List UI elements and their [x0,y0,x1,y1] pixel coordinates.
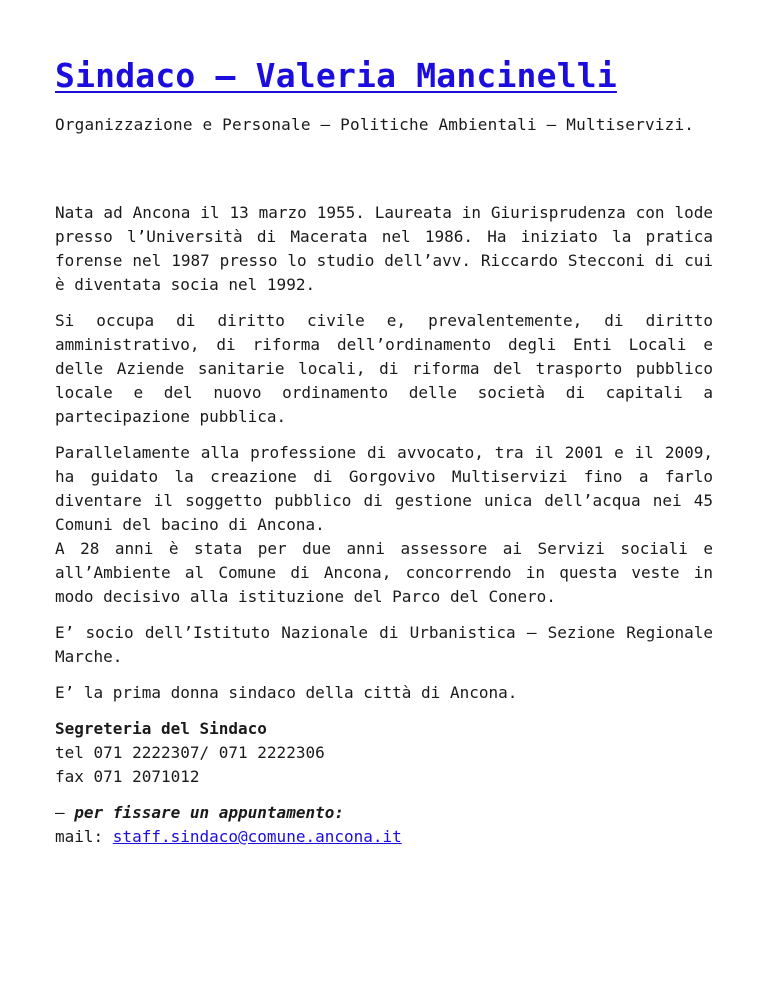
bio-paragraph-5: E’ la prima donna sindaco della città di Ancona. [55,683,518,702]
contact-heading: Segreteria del Sindaco [55,719,267,738]
contact-block [55,717,713,789]
bio-paragraph-2: Si occupa di diritto civile e, prevalentemente, di diritto amministrativo, di riforma dell’ordinamento degli Enti Locali e delle Aziende sanitarie locali, di riforma del trasporto pubblico locale e del nuovo ordinamento delle società di capitali a partecipazione pubblica. [55,311,713,426]
contact-tel: tel 071 2222307/ 071 2222306 [55,743,325,762]
bio-paragraph-4: E’ socio dell’Istituto Nazionale di Urbanistica – Sezione Regionale Marche. [55,623,713,666]
appointment-dash: – [55,803,75,822]
appointment-line [55,801,713,825]
appointment-text: per fissare un appuntamento: [74,803,344,822]
mail-line [55,825,713,849]
appointment-block [55,801,713,849]
bio-paragraph-3 [55,441,713,609]
bio-paragraph-1: Nata ad Ancona il 13 marzo 1955. Laureata in Giurisprudenza con lode presso l’Università di Macerata nel 1986. Ha iniziato la pratica forense nel 1987 presso lo studio dell’avv. Riccardo Stecconi di cui è diventata socia nel 1992. [55,203,713,294]
bio-paragraph-3-part-1: Parallelamente alla professione di avvocato, tra il 2001 e il 2009, ha guidato la creazione di Gorgovivo Multiservizi fino a farlo diventare il soggetto pubblico di gestione unica dell’acqua nei 45 Comuni del bacino di Ancona. [55,443,713,534]
bio-paragraph-3-part-2: A 28 anni è stata per due anni assessore ai Servizi sociali e all’Ambiente al Comune di Ancona, concorrendo in questa veste in modo decisivo alla istituzione del Parco del Conero. [55,539,713,606]
mail-link[interactable]: staff.sindaco@comune.ancona.it [112,827,402,846]
title-link[interactable]: Sindaco – Valeria Mancinelli [55,56,617,95]
page-title [55,56,713,96]
contact-fax: fax 071 2071012 [55,767,200,786]
mail-label: mail: [55,827,113,846]
subtitle: Organizzazione e Personale – Politiche Ambientali – Multiservizi. [55,115,695,134]
